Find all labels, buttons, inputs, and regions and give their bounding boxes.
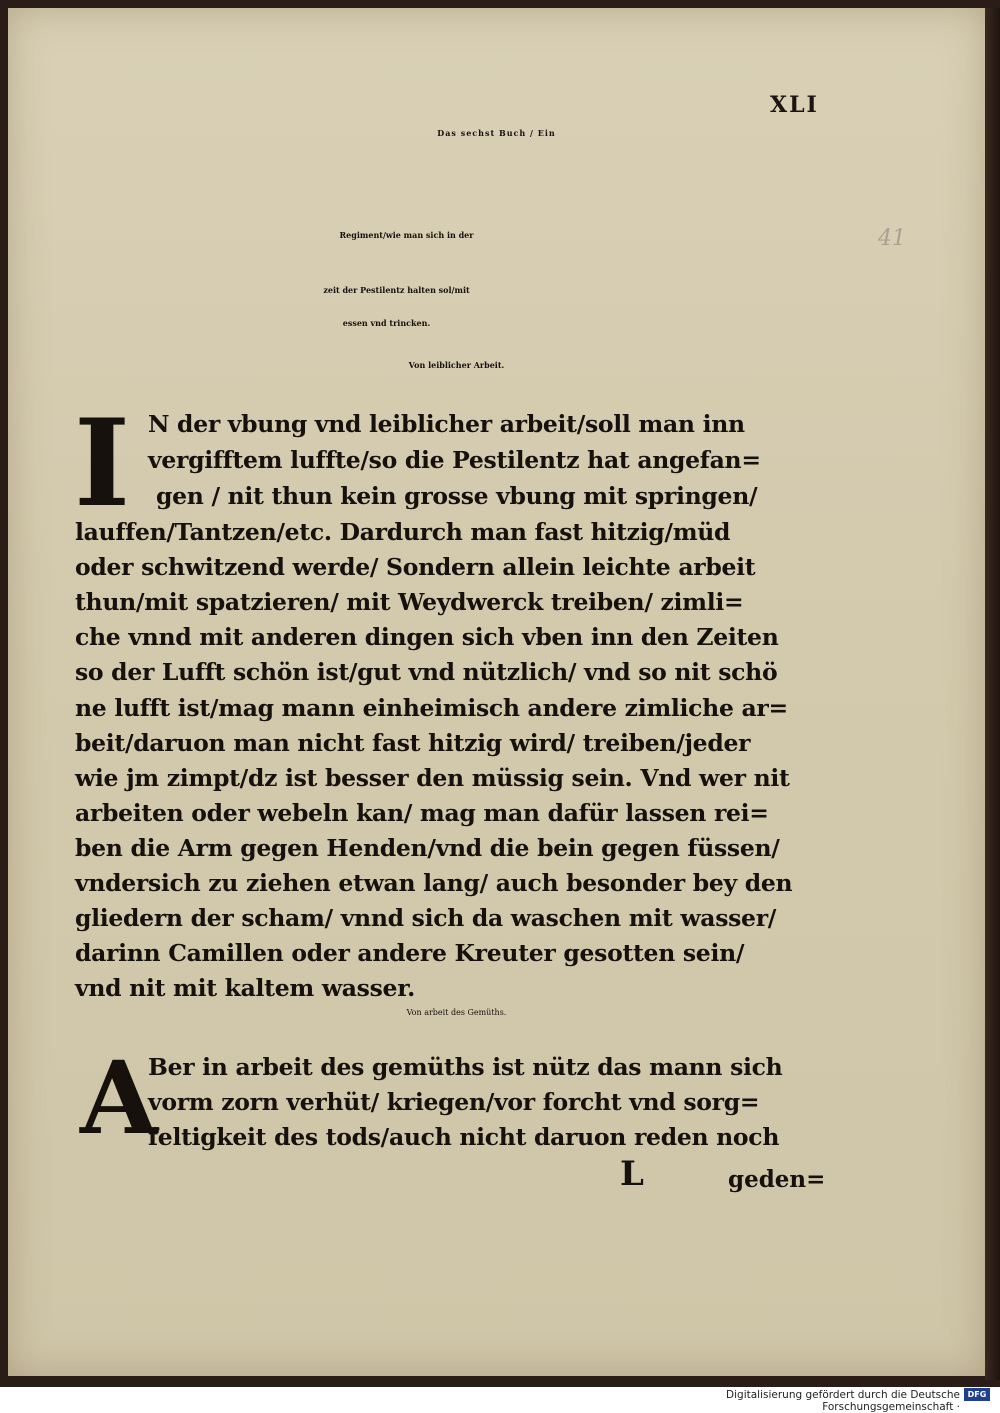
book-title-line-1: Das sechst Buch / Ein	[437, 128, 556, 138]
section-heading-leiblicher-arbeit: Von leiblicher Arbeit.	[408, 360, 505, 370]
decorated-initial: I	[74, 393, 131, 534]
text-line: vnd nit mit kaltem wasser.	[75, 974, 415, 1002]
signature-mark: L	[620, 1154, 644, 1194]
book-title-line-2: Regiment/wie man sich in der	[339, 230, 474, 240]
book-title-line-4: essen vnd trincken.	[342, 318, 431, 328]
text-line: ben die Arm gegen Henden/vnd die bein gegen füssen/	[75, 834, 780, 862]
book-page	[8, 8, 985, 1376]
text-line: vorm zorn verhüt/ kriegen/vor forcht vnd sorg=	[148, 1088, 760, 1116]
text-line: gen / nit thun kein grosse vbung mit springen/	[156, 482, 758, 510]
section-heading-arbeit-des-gemueths: Von arbeit des Gemüths.	[406, 1008, 507, 1017]
text-line: gliedern der scham/ vnnd sich da waschen mit wasser/	[75, 904, 777, 932]
page-edge	[985, 8, 1000, 1380]
text-line: che vnnd mit anderen dingen sich vben inn den Zeiten	[75, 623, 779, 651]
book-title-line-3: zeit der Pestilentz halten sol/mit	[323, 285, 470, 295]
text-line: arbeiten oder webeln kan/ mag man dafür lassen rei=	[75, 799, 769, 827]
text-line: darinn Camillen oder andere Kreuter gesotten sein/	[75, 939, 745, 967]
text-line: vergifftem luffte/so die Pestilentz hat angefan=	[148, 446, 761, 474]
decorated-initial: A	[80, 1039, 158, 1157]
text-line: N der vbung vnd leiblicher arbeit/soll man inn	[148, 410, 745, 438]
marginal-pencil-note: 41	[878, 226, 906, 251]
text-line: vndersich zu ziehen etwan lang/ auch besonder bey den	[75, 869, 793, 897]
text-line: oder schwitzend werde/ Sondern allein leichte arbeit	[75, 553, 756, 581]
text-line: so der Lufft schön ist/gut vnd nützlich/ vnd so nit schö	[75, 658, 778, 686]
dfg-logo: DFG	[964, 1388, 990, 1401]
text-line: Ber in arbeit des gemüths ist nütz das mann sich	[148, 1053, 783, 1081]
folio-number: XLI	[770, 92, 819, 118]
text-line: ne lufft ist/mag mann einheimisch andere zimliche ar=	[75, 694, 788, 722]
text-line: lauffen/Tantzen/etc. Dardurch man fast hitzig/müd	[75, 518, 731, 546]
funding-credit: Digitalisierung gefördert durch die Deutsche Forschungsgemeinschaft ·	[726, 1389, 960, 1413]
catchword: geden=	[728, 1166, 826, 1193]
text-line: feltigkeit des tods/auch nicht daruon reden noch	[148, 1123, 780, 1151]
text-line: beit/daruon man nicht fast hitzig wird/ treiben/jeder	[75, 729, 751, 757]
text-line: thun/mit spatzieren/ mit Weydwerck treiben/ zimli=	[75, 588, 744, 616]
text-line: wie jm zimpt/dz ist besser den müssig sein. Vnd wer nit	[75, 764, 790, 792]
